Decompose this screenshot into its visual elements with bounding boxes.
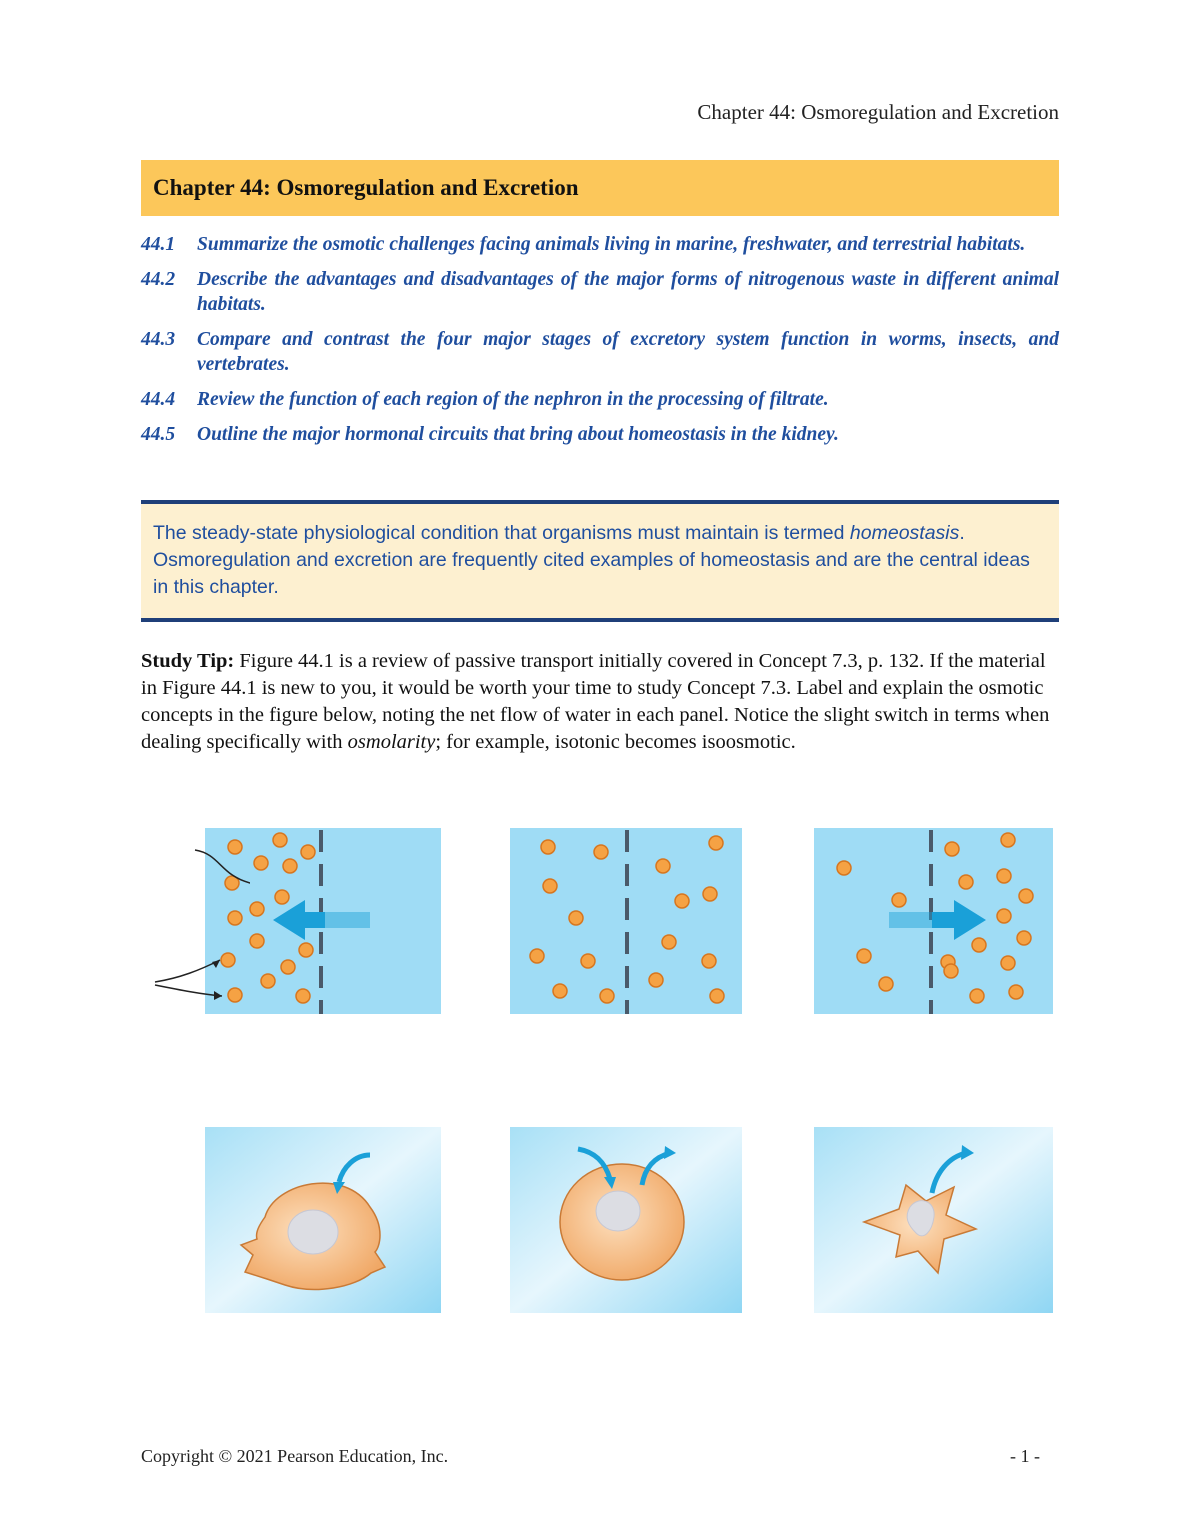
page-number: - 1 - [1010, 1446, 1040, 1466]
running-header: Chapter 44: Osmoregulation and Excretion [697, 100, 1059, 124]
isoosmotic-panel [510, 828, 742, 1014]
objective-item: 44.5 Outline the major hormonal circuits that bring about homeostasis in the kidney. [141, 424, 839, 445]
copyright: Copyright © 2021 Pearson Education, Inc. [141, 1446, 449, 1466]
nucleus [596, 1191, 640, 1231]
nucleus [288, 1210, 338, 1254]
learning-objectives [141, 232, 1059, 457]
label-pointer-arrows [150, 840, 250, 1010]
study-tip: Study Tip: Figure 44.1 is a review of passive transport initially covered in Concept 7.3, p. 132. If the material in Figure 44.1 is new to you, it would be worth your time to study Concept 7.3. Label and explain the osmotic concepts in the figure below, noting the net flow of water in each panel. Notice the slight switch in terms when dealing specifically with osmolarity; for example, isotonic becomes isoosmotic. [141, 650, 1050, 753]
objective-item: 44.3 Compare and contrast the four major stages of excretory system function in worms, insects, and vertebrates. [141, 329, 1059, 375]
objective-item: 44.2 Describe the advantages and disadvantages of the major forms of nitrogenous waste in different animal habitats. [141, 269, 1059, 315]
homeostasis-callout: The steady-state physiological condition that organisms must maintain is termed homeostasis. Osmoregulation and excretion are frequently cited examples of homeostasis and are the central ideas in this chapter. [141, 500, 1059, 622]
normal-cell-panel [510, 1127, 742, 1313]
osmolarity-term: osmolarity [347, 731, 436, 753]
shriveled-cell-panel [814, 1127, 1053, 1313]
chapter-title: Chapter 44: Osmoregulation and Excretion [153, 175, 579, 200]
swollen-cell-panel [205, 1127, 441, 1313]
objective-item: 44.1 Summarize the osmotic challenges facing animals living in marine, freshwater, and terrestrial habitats. [141, 234, 1026, 255]
chapter-title-bar [141, 160, 1059, 216]
objective-item: 44.4 Review the function of each region of the nephron in the processing of filtrate. [141, 389, 829, 410]
hyperosmotic-right-panel [814, 828, 1053, 1014]
homeostasis-term: homeostasis [849, 522, 960, 544]
study-tip-label: Study Tip: [141, 650, 235, 672]
